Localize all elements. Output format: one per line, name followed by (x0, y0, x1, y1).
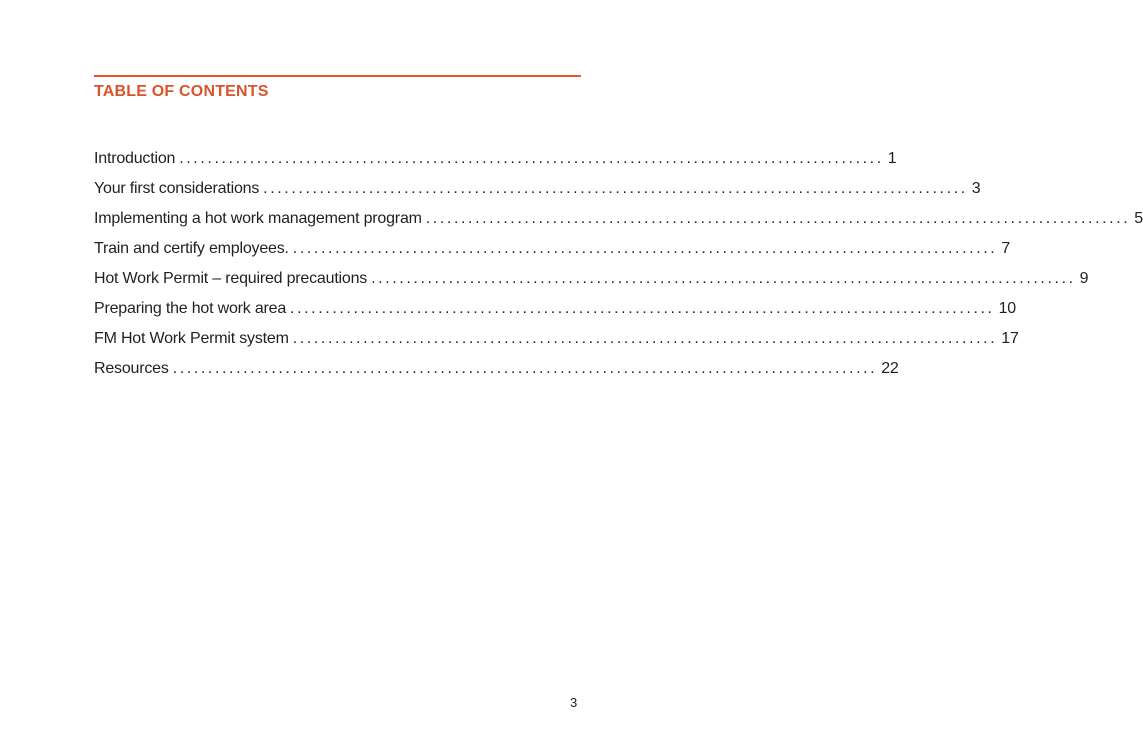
toc-entry-label: Introduction (94, 150, 176, 167)
toc-entry-preparing-area[interactable] (94, 294, 1016, 324)
toc-entry-label: Preparing the hot work area (94, 300, 287, 317)
toc-entry-page: 22 (881, 360, 899, 377)
toc-entry-label: Resources (94, 360, 169, 377)
toc-entry-first-considerations[interactable] (94, 174, 981, 204)
page-number: 3 (570, 695, 578, 710)
toc-entry-resources[interactable] (94, 354, 899, 384)
page-title: TABLE OF CONTENTS (94, 83, 269, 100)
dot-leader: .................................................................................................... (371, 270, 1076, 287)
toc-entry-label: FM Hot Work Permit system (94, 330, 289, 347)
toc-entry-label: Your first considerations (94, 180, 260, 197)
dot-leader: .................................................................................................... (425, 210, 1131, 227)
toc-entry-page: 10 (998, 300, 1016, 317)
toc-entry-page: 7 (1001, 240, 1011, 257)
toc-entry-permit-precautions[interactable] (94, 264, 1089, 294)
dot-leader: .................................................................................................... (290, 300, 995, 317)
toc-entry-train-certify[interactable] (94, 234, 1011, 264)
toc-entry-page: 3 (971, 180, 981, 197)
dot-leader: .................................................................................................... (292, 330, 998, 347)
dot-leader: .................................................................................................... (263, 180, 968, 197)
table-of-contents (94, 144, 1143, 384)
toc-entry-permit-system[interactable] (94, 324, 1019, 354)
toc-entry-page: 9 (1079, 270, 1089, 287)
toc-entry-label: Train and certify employees. (94, 240, 289, 257)
toc-entry-label: Hot Work Permit – required precautions (94, 270, 368, 287)
dot-leader: .................................................................................................... (179, 150, 884, 167)
toc-entry-page: 1 (887, 150, 897, 167)
dot-leader: .................................................................................................... (292, 240, 998, 257)
toc-entry-introduction[interactable] (94, 144, 897, 174)
title-rule (94, 75, 581, 77)
toc-entry-label: Implementing a hot work management program (94, 210, 422, 227)
toc-entry-page: 17 (1001, 330, 1019, 347)
dot-leader: .................................................................................................... (172, 360, 878, 377)
toc-entry-page: 5 (1134, 210, 1143, 227)
toc-entry-management-program[interactable] (94, 204, 1143, 234)
